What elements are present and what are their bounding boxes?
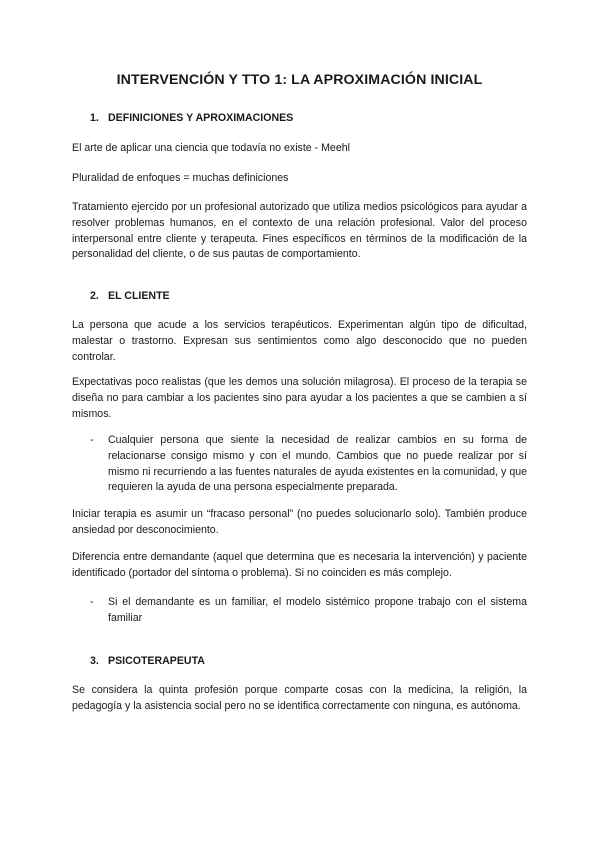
document-page [72, 0, 527, 848]
section-title: EL CLIENTE [108, 290, 170, 302]
document-title: INTERVENCIÓN Y TTO 1: LA APROXIMACIÓN INICIAL [116, 72, 483, 88]
section-number: 2. [90, 290, 99, 302]
bullet-item [90, 595, 527, 627]
paragraph: La persona que acude a los servicios terapéuticos. Experimentan algún tipo de dificultad, malestar o trastorno. Expresan sus sentimientos como algo desconocido que no pueden controlar. [72, 319, 527, 363]
paragraph: Tratamiento ejercido por un profesional autorizado que utiliza medios psicológicos para ayudar a resolver problemas humanos, en el contexto de una relación profesional. Valor del proceso interpersonal entre cliente y terapeuta. Fines específicos en términos de la modificación de la personalidad del cliente, o de sus pautas de comportamiento. [72, 201, 527, 261]
paragraph: Diferencia entre demandante (aquel que determina que es necesaria la intervención) y paciente identificado (portador del síntoma o problema). Si no coinciden es más complejo. [72, 551, 527, 579]
paragraph: El arte de aplicar una ciencia que todavía no existe - Meehl [72, 142, 350, 154]
section-number: 1. [90, 112, 99, 124]
paragraph: Pluralidad de enfoques = muchas definiciones [72, 172, 289, 184]
section-heading-cliente [90, 290, 170, 302]
bullet-text: Si el demandante es un familiar, el modelo sistémico propone trabajo con el sistema familiar [108, 596, 527, 624]
section-heading-definiciones [90, 112, 293, 124]
bullet-item [90, 433, 527, 496]
section-number: 3. [90, 655, 99, 667]
section-title: PSICOTERAPEUTA [108, 655, 205, 667]
section-heading-psicoterapeuta [90, 655, 205, 667]
paragraph: Se considera la quinta profesión porque comparte cosas con la medicina, la religión, la pedagogía y la asistencia social pero no se identifica correctamente con ninguna, es autónoma. [72, 684, 527, 712]
bullet-marker: - [90, 434, 94, 446]
bullet-text: Cualquier persona que siente la necesidad de realizar cambios en su forma de relacionarse consigo mismo y con el mundo. Cambios que no puede realizar por sí mismo ni recurriendo a las fuentes naturales de ayuda existentes en la comunidad, y que requieren la ayuda de una persona especialmente preparada. [108, 434, 527, 494]
section-title: DEFINICIONES Y APROXIMACIONES [108, 112, 294, 124]
paragraph: Iniciar terapia es asumir un “fracaso personal” (no puedes solucionarlo solo). También produce ansiedad por desconocimiento. [72, 508, 527, 536]
bullet-marker: - [90, 596, 94, 608]
paragraph: Expectativas poco realistas (que les demos una solución milagrosa). El proceso de la terapia se diseña no para cambiar a los pacientes sino para ayudar a los pacientes a que se cambien a sí mismos. [72, 376, 527, 420]
